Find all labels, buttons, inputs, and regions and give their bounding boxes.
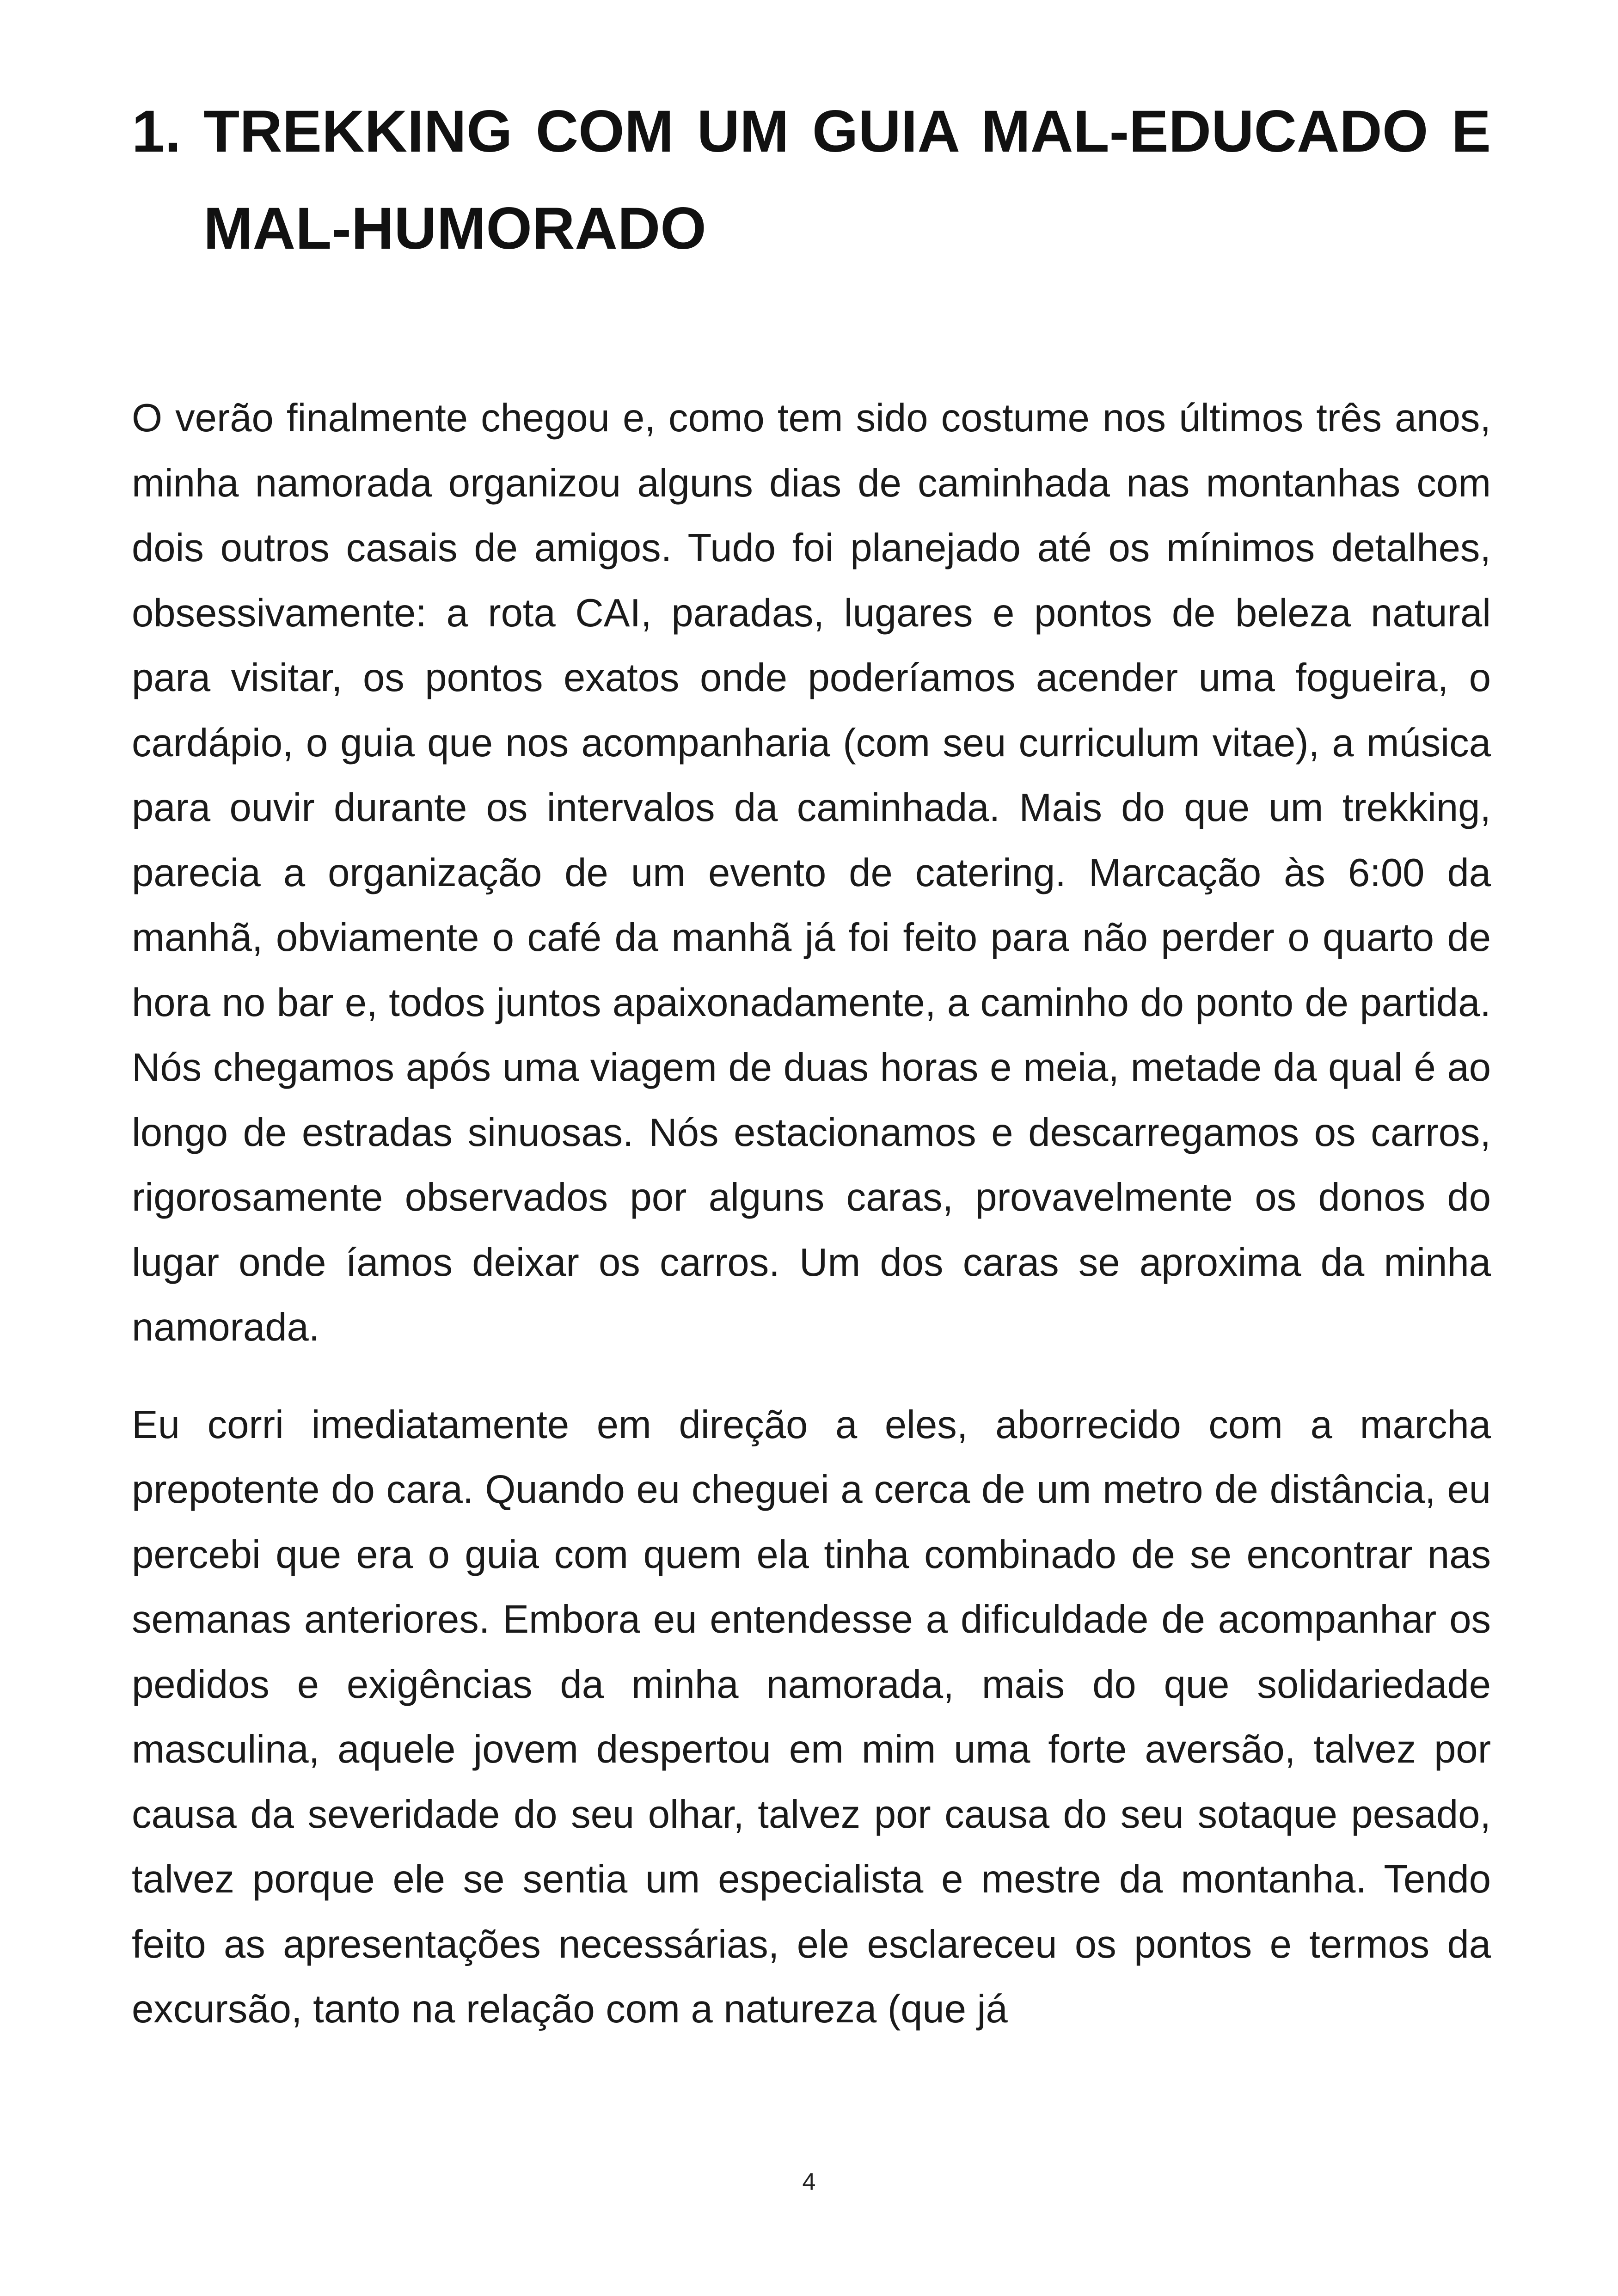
paragraph-1: O verão finalmente chegou e, como tem sido costume nos últimos três anos, minha namorada organizou alguns dias de caminhada nas montanhas com dois outros casais de amigos. Tudo foi planejado até os mínimos detalhes, obsessivamente: a rota CAI, paradas, lugares e pontos de beleza natural para visitar, os pontos exatos onde poderíamos acender uma fogueira, o cardápio, o guia que nos acompanharia (com seu curriculum vitae), a música para ouvir durante os intervalos da caminhada. Mais do que um trekking, parecia a organização de um evento de catering. Marcação às 6:00 da manhã, obviamente o café da manhã já foi feito para não perder o quarto de hora no bar e, todos juntos apaixonadamente, a caminho do ponto de partida. Nós chegamos após uma viagem de duas horas e meia, metade da qual é ao longo de estradas sinuosas. Nós estacionamos e descarregamos os carros, rigorosamente observados por alguns caras, provavelmente os donos do lugar onde íamos deixar os carros. Um dos caras se aproxima da minha namorada. [132,396,1491,1349]
paragraph-2: Eu corri imediatamente em direção a eles, aborrecido com a marcha prepotente do cara. Quando eu cheguei a cerca de um metro de distância, eu percebi que era o guia com quem ela tinha combinado de se encontrar nas semanas anteriores. Embora eu entendesse a dificuldade de acompanhar os pedidos e exigências da minha namorada, mais do que solidariedade masculina, aquele jovem despertou em mim uma forte aversão, talvez por causa da severidade do seu olhar, talvez por causa do seu sotaque pesado, talvez porque ele se sentia um especialista e mestre da montanha. Tendo feito as apresentações necessárias, ele esclareceu os pontos e termos da excursão, tanto na relação com a natureza (que já [132,1402,1491,2031]
chapter-title: TREKKING COM UM GUIA MAL-EDUCADO E MAL-HUMORADO [203,98,1491,262]
page-number: 4 [802,2168,816,2195]
chapter-number: 1. [132,98,181,165]
body-text [132,386,1491,2075]
chapter-heading [132,83,1491,277]
